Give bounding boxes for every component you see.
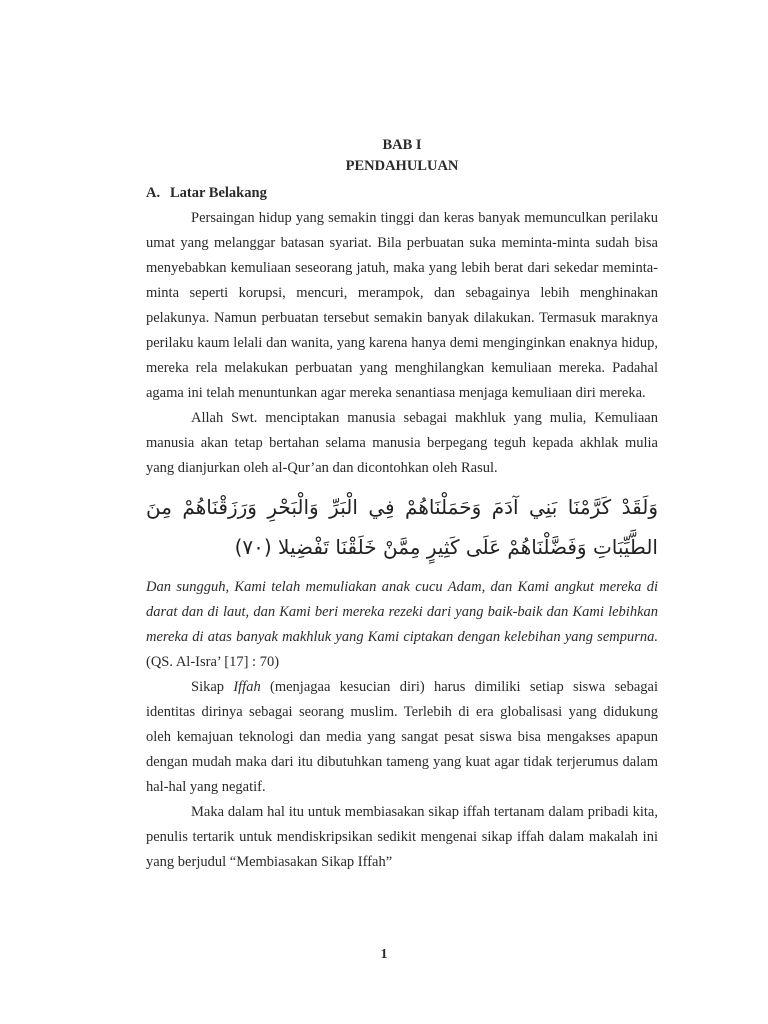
paragraph-2: Allah Swt. menciptakan manusia sebagai makhluk yang mulia, Kemuliaan manusia akan tetap bertahan selama manusia berpegang teguh kepada akhlak mulia yang dianjurkan oleh al-Qur’an dan dicontohkan oleh Rasul. xyxy=(146,410,658,476)
quran-verse-arabic: وَلَقَدْ كَرَّمْنَا بَنِي آدَمَ وَحَمَلْنَاهُمْ فِي الْبَرِّ وَالْبَحْرِ وَرَزَقْنَاهُمْ مِنَ الطَّيِّبَاتِ وَفَضَّلْنَاهُمْ عَلَى كَثِيرٍ مِمَّنْ خَلَقْنَا تَفْضِيلا (٧٠) xyxy=(146,495,658,559)
paragraph-1: Persaingan hidup yang semakin tinggi dan keras banyak memunculkan perilaku umat yang melanggar batasan syariat. Bila perbuatan suka meminta-minta sudah bisa menyebabkan kemuliaan seseorang jatuh, maka yang lebih berat dari sekedar meminta-minta seperti korupsi, mencuri, merampok, dan sebagainya lebih menghinakan pelakunya. Namun perbuatan tersebut semakin banyak dilakukan. Termasuk maraknya perilaku kaum lelali dan wanita, yang karena hanya demi menginginkan enaknya hidup, mereka rela melakukan perbuatan yang menghilangkan kemuliaan mereka. Padahal agama ini telah menuntunkan agar mereka senantiasa menjaga kemuliaan diri mereka. xyxy=(146,210,658,401)
chapter-title: PENDAHULUAN xyxy=(345,158,459,174)
section-heading xyxy=(146,183,658,204)
iffah-rest: (menjagaa kesucian diri) harus dimiliki setiap siswa sebagai identitas dirinya sebagai seorang muslim. Terlebih di era globalisasi yang didukung oleh kemajuan teknologi dan media yang sangat pesat siswa bisa mengakses apapun dengan mudah maka dari itu dibutuhkan tameng yang kuat agar tidak terjerumus dalam hal-hal yang negatif. xyxy=(146,679,658,795)
verse-citation: (QS. Al-Isra’ [17] : 70) xyxy=(146,654,280,670)
section-title: Latar Belakang xyxy=(170,185,267,201)
iffah-prefix: Sikap xyxy=(191,679,234,695)
verse-translation xyxy=(146,575,658,675)
page-number: 1 xyxy=(380,947,388,962)
iffah-paragraph xyxy=(146,675,658,800)
closing-paragraph: Maka dalam hal itu untuk membiasakan sikap iffah tertanam dalam pribadi kita, penulis tertarik untuk mendiskripsikan sedikit mengenai sikap iffah dalam makalah ini yang berjudul “Membiasakan Sikap Iffah” xyxy=(146,804,658,870)
translation-text: Dan sungguh, Kami telah memuliakan anak cucu Adam, dan Kami angkut mereka di darat dan di laut, dan Kami beri mereka rezeki dari yang baik-baik dan Kami lebihkan mereka di atas banyak makhluk yang Kami ciptakan dengan kelebihan yang sempurna. xyxy=(146,579,658,645)
iffah-term: Iffah xyxy=(233,679,261,695)
section-number: A. xyxy=(146,185,161,201)
page-content xyxy=(146,135,658,875)
chapter-label: BAB I xyxy=(382,137,422,153)
